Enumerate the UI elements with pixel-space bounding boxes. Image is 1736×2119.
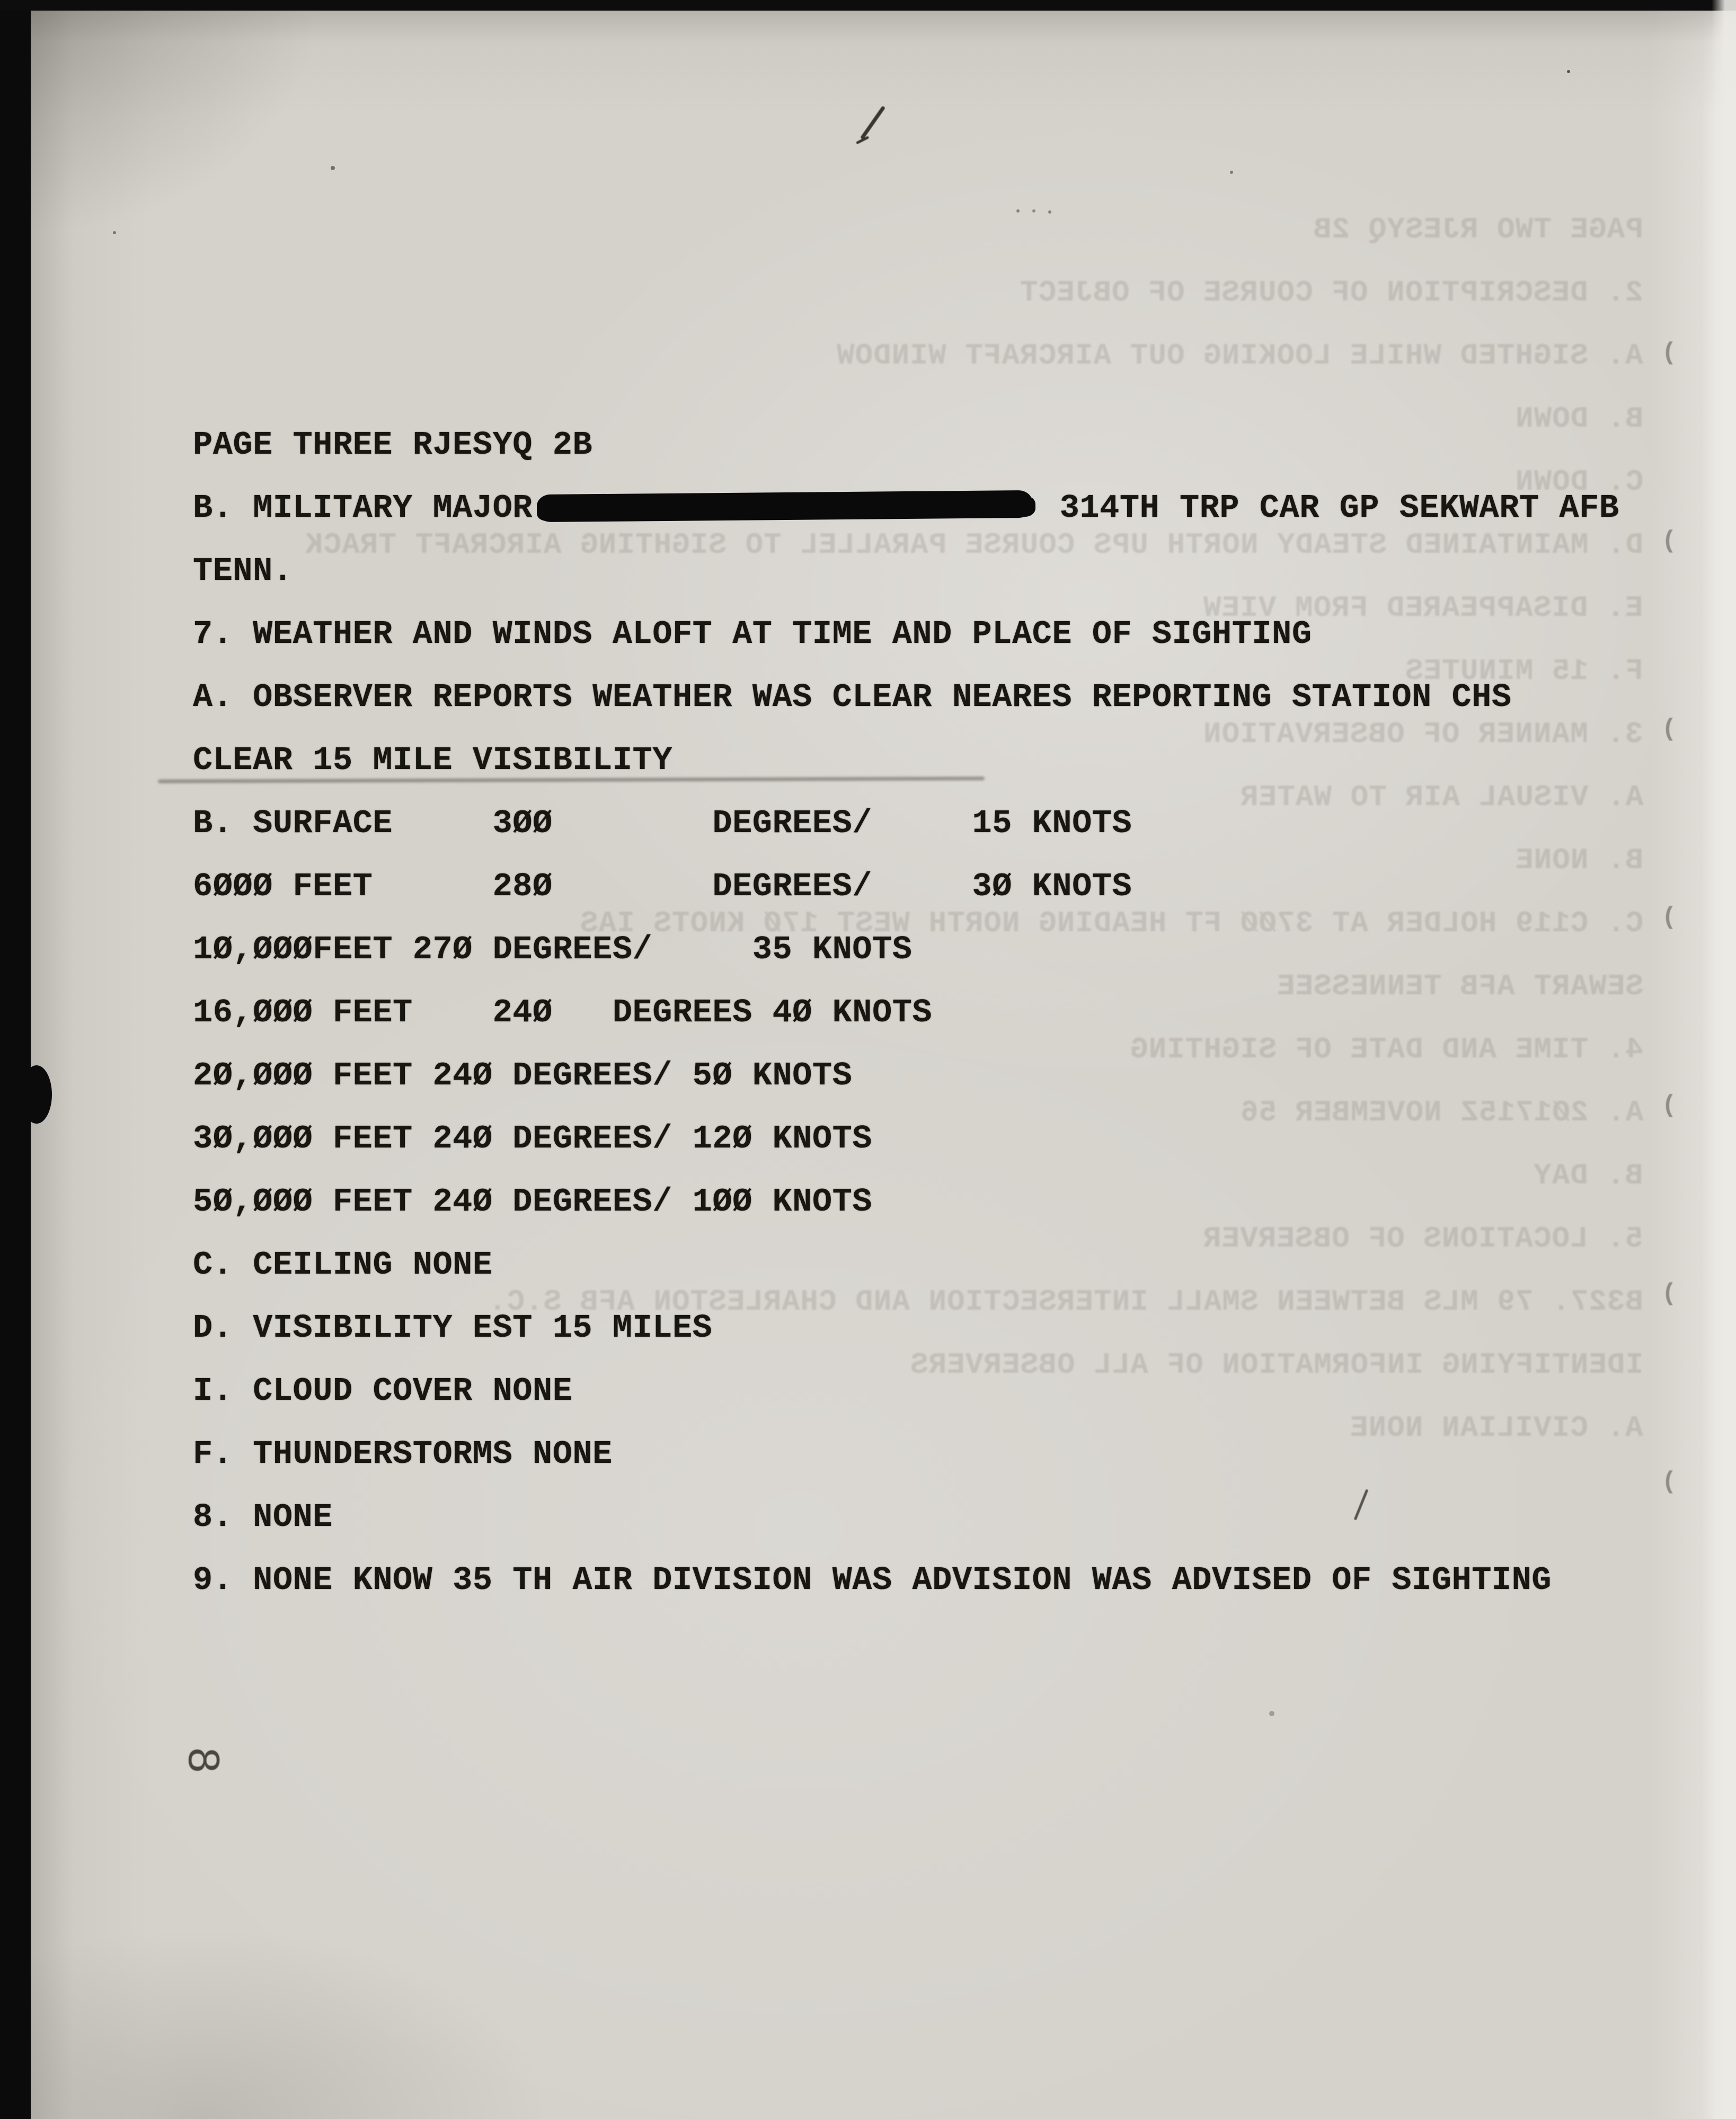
document-line: CLEAR 15 MILE VISIBILITY [193, 741, 672, 779]
edge-mark: ( [1662, 1092, 1677, 1119]
bleedthrough-line: B. DOWN [1514, 402, 1643, 436]
edge-marks [31, 11, 1736, 2119]
edge-mark: ( [1662, 904, 1677, 931]
bleedthrough-line: F. 15 MINUTES [1405, 654, 1643, 688]
edge-mark: ( [1662, 339, 1677, 367]
document-line-text: B. MILITARY MAJOR [193, 489, 533, 527]
bleedthrough-line: C. C119 HOLDER AT 37ØØ FT HEADING NORTH WEST 17Ø KNOTS IAS [579, 906, 1643, 940]
bleedthrough-line: IDENTIFYING INFORMATION OF ALL OBSERVERS [909, 1348, 1643, 1382]
bleedthrough-line: A. 2Ø1715Z NOVEMBER 56 [1239, 1096, 1643, 1129]
edge-mark: ( [1662, 1280, 1677, 1308]
bleedthrough-line: A. SIGHTED WHILE LOOKING OUT AIRCRAFT WINDOW [836, 339, 1643, 373]
bleedthrough-line: PAGE TWO RJESYQ 2B [1313, 213, 1643, 246]
bleedthrough-line: B. DAY [1533, 1159, 1643, 1193]
document-line: 8. NONE [193, 1498, 333, 1536]
bleedthrough-line: 3. MANNER OF OBSERVATION [1203, 717, 1643, 751]
scan-edge-left [0, 0, 31, 2119]
handwritten-mark: 8 [175, 1746, 227, 1774]
document-line: F. THUNDERSTORMS NONE [193, 1435, 613, 1473]
dust-specks [1567, 70, 1570, 73]
document-line: TENN. [193, 552, 293, 590]
bleedthrough-line: A. CIVILIAN NONE [1350, 1411, 1643, 1445]
bleedthrough-line: E. DISAPPEARED FROM VIEW [1203, 591, 1643, 625]
document-line: PAGE THREE RJESYQ 2B [193, 426, 593, 464]
document-line: 3Ø,ØØØ FEET 24Ø DEGREES/ 12Ø KNOTS [193, 1120, 873, 1158]
bleedthrough-line: B. NONE [1514, 843, 1643, 877]
document-line: I. CLOUD COVER NONE [193, 1372, 573, 1410]
bleedthrough-line: A. VISUAL AIR TO WATER [1239, 780, 1643, 814]
scan-edge-top [0, 0, 1736, 11]
bleedthrough-line: 5. LOCATIONS OF OBSERVER [1203, 1222, 1643, 1256]
document-line: 6ØØØ FEET 28Ø DEGREES/ 3Ø KNOTS [193, 868, 1132, 905]
document-line-text: 314TH TRP CAR GP SEKWART AFB [1040, 489, 1619, 527]
bleedthrough-line: 2. DESCRIPTION OF COURSE OF OBJECT [1020, 276, 1643, 310]
document-line: 16,ØØØ FEET 24Ø DEGREES 4Ø KNOTS [193, 994, 933, 1031]
bleedthrough-line: 4. TIME AND DATE OF SIGHTING [1130, 1032, 1643, 1066]
edge-mark: ( [1662, 527, 1677, 555]
document-line: D. VISIBILITY EST 15 MILES [193, 1309, 713, 1347]
document-line: B. SURFACE 3ØØ DEGREES/ 15 KNOTS [193, 805, 1132, 842]
bleedthrough-line: B327. 79 MLS BETWEEN SMALL INTERSECTION AND CHARLESTON AFB S.C. [488, 1285, 1643, 1319]
document-line: C. CEILING NONE [193, 1246, 493, 1284]
edge-mark: ( [1662, 716, 1677, 743]
document-line: 1Ø,ØØØFEET 27Ø DEGREES/ 35 KNOTS [193, 931, 913, 968]
document-line: 9. NONE KNOW 35 TH AIR DIVISION WAS ADVISION WAS ADVISED OF SIGHTING [193, 1561, 1552, 1599]
document-line: 2Ø,ØØØ FEET 24Ø DEGREES/ 5Ø KNOTS [193, 1057, 853, 1094]
paper [31, 11, 1736, 2119]
edge-mark: ( [1662, 1468, 1677, 1496]
bleedthrough-line: D. MAINTAINED STEADY NORTH UPS COURSE PARALLEL TO SIGHTING AIRCRAFT TRACK [304, 528, 1643, 562]
document-line: 5Ø,ØØØ FEET 24Ø DEGREES/ 1ØØ KNOTS [193, 1183, 873, 1221]
document-line: 7. WEATHER AND WINDS ALOFT AT TIME AND PLACE OF SIGHTING [193, 615, 1312, 653]
document-line: A. OBSERVER REPORTS WEATHER WAS CLEAR NEARES REPORTING STATION CHS [193, 678, 1512, 716]
bleedthrough-line: SEWART AFB TENNESSEE [1276, 969, 1643, 1003]
bleedthrough-line: C. DOWN [1514, 465, 1643, 499]
scan-edge-right [1712, 0, 1736, 2119]
